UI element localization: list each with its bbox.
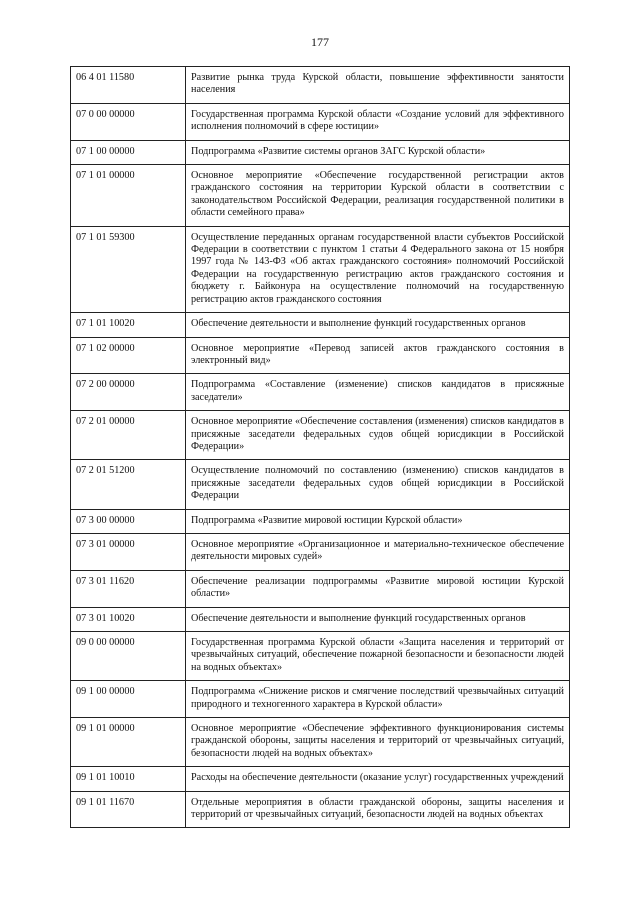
target-article-code: 09 1 01 10010 — [71, 767, 186, 791]
article-description: Подпрограмма «Снижение рисков и смягчение последствий чрезвычайных ситуаций природного и техногенного характера в Курской области» — [186, 681, 570, 718]
table-row — [71, 226, 570, 312]
article-description: Осуществление полномочий по составлению (изменению) списков кандидатов в присяжные заседатели федеральных судов общей юрисдикции в Российской Федерации — [186, 460, 570, 509]
table-row — [71, 165, 570, 227]
table-row — [71, 337, 570, 374]
target-article-code: 06 4 01 11580 — [71, 67, 186, 104]
target-article-code: 07 3 01 10020 — [71, 607, 186, 631]
article-description: Подпрограмма «Развитие мировой юстиции Курской области» — [186, 509, 570, 533]
target-article-code: 07 1 01 59300 — [71, 226, 186, 312]
target-article-code: 07 2 00 00000 — [71, 374, 186, 411]
table-row — [71, 791, 570, 828]
table-row — [71, 607, 570, 631]
article-description: Обеспечение реализации подпрограммы «Развитие мировой юстиции Курской области» — [186, 570, 570, 607]
target-article-code: 07 2 01 00000 — [71, 411, 186, 460]
article-description: Развитие рынка труда Курской области, повышение эффективности занятости населения — [186, 67, 570, 104]
table-row — [71, 103, 570, 140]
target-article-code: 07 1 02 00000 — [71, 337, 186, 374]
table-row — [71, 533, 570, 570]
table-row — [71, 313, 570, 337]
table-row — [71, 67, 570, 104]
target-article-code: 07 0 00 00000 — [71, 103, 186, 140]
target-article-code: 07 1 01 10020 — [71, 313, 186, 337]
article-description: Государственная программа Курской области «Защита населения и территорий от чрезвычайных ситуаций, обеспечение пожарной безопасности и безопасности людей на водных объектах» — [186, 632, 570, 681]
table-row — [71, 767, 570, 791]
target-article-code: 07 2 01 51200 — [71, 460, 186, 509]
table-body — [71, 67, 570, 828]
table-row — [71, 140, 570, 164]
budget-classification-table — [70, 66, 570, 828]
article-description: Государственная программа Курской области «Создание условий для эффективного исполнения полномочий в сфере юстиции» — [186, 103, 570, 140]
article-description: Основное мероприятие «Обеспечение составления (изменения) списков кандидатов в присяжные заседатели федеральных судов общей юрисдикции в Российской Федерации» — [186, 411, 570, 460]
article-description: Подпрограмма «Развитие системы органов ЗАГС Курской области» — [186, 140, 570, 164]
target-article-code: 09 1 01 00000 — [71, 718, 186, 767]
article-description: Подпрограмма «Составление (изменение) списков кандидатов в присяжные заседатели» — [186, 374, 570, 411]
table-row — [71, 570, 570, 607]
target-article-code: 09 1 00 00000 — [71, 681, 186, 718]
article-description: Основное мероприятие «Организационное и материально-техническое обеспечение деятельности мировых судей» — [186, 533, 570, 570]
table-row — [71, 509, 570, 533]
target-article-code: 09 1 01 11670 — [71, 791, 186, 828]
table-row — [71, 374, 570, 411]
table-row — [71, 681, 570, 718]
page-number: 177 — [311, 35, 329, 49]
table-row — [71, 632, 570, 681]
article-description: Отдельные мероприятия в области гражданской обороны, защиты населения и территорий от чрезвычайных ситуаций, безопасности людей на водных объектах — [186, 791, 570, 828]
table-row — [71, 411, 570, 460]
table-row — [71, 460, 570, 509]
article-description: Основное мероприятие «Обеспечение эффективного функционирования системы гражданской обороны, защиты населения и территорий от чрезвычайных ситуаций, безопасности людей на водных объектах» — [186, 718, 570, 767]
article-description: Расходы на обеспечение деятельности (оказание услуг) государственных учреждений — [186, 767, 570, 791]
article-description: Основное мероприятие «Обеспечение государственной регистрации актов гражданского состояния на территории Курской области в соответствии с законодательством Российской Федерации, реализация государственной политики в области семейного права» — [186, 165, 570, 227]
article-description: Обеспечение деятельности и выполнение функций государственных органов — [186, 607, 570, 631]
target-article-code: 09 0 00 00000 — [71, 632, 186, 681]
target-article-code: 07 3 01 00000 — [71, 533, 186, 570]
article-description: Обеспечение деятельности и выполнение функций государственных органов — [186, 313, 570, 337]
target-article-code: 07 3 01 11620 — [71, 570, 186, 607]
table-row — [71, 718, 570, 767]
article-description: Осуществление переданных органам государственной власти субъектов Российской Федерации в соответствии с пунктом 1 статьи 4 Федерального закона от 15 ноября 1997 года № 143-ФЗ «Об актах гражданского состояния» полномочий Российской Федерации на государственную регистрацию актов гражданского состояния и бюджету г. Байконура на осуществление полномочий на государственную регистрацию актов гражданского состояния — [186, 226, 570, 312]
target-article-code: 07 3 00 00000 — [71, 509, 186, 533]
article-description: Основное мероприятие «Перевод записей актов гражданского состояния в электронный вид» — [186, 337, 570, 374]
target-article-code: 07 1 00 00000 — [71, 140, 186, 164]
target-article-code: 07 1 01 00000 — [71, 165, 186, 227]
